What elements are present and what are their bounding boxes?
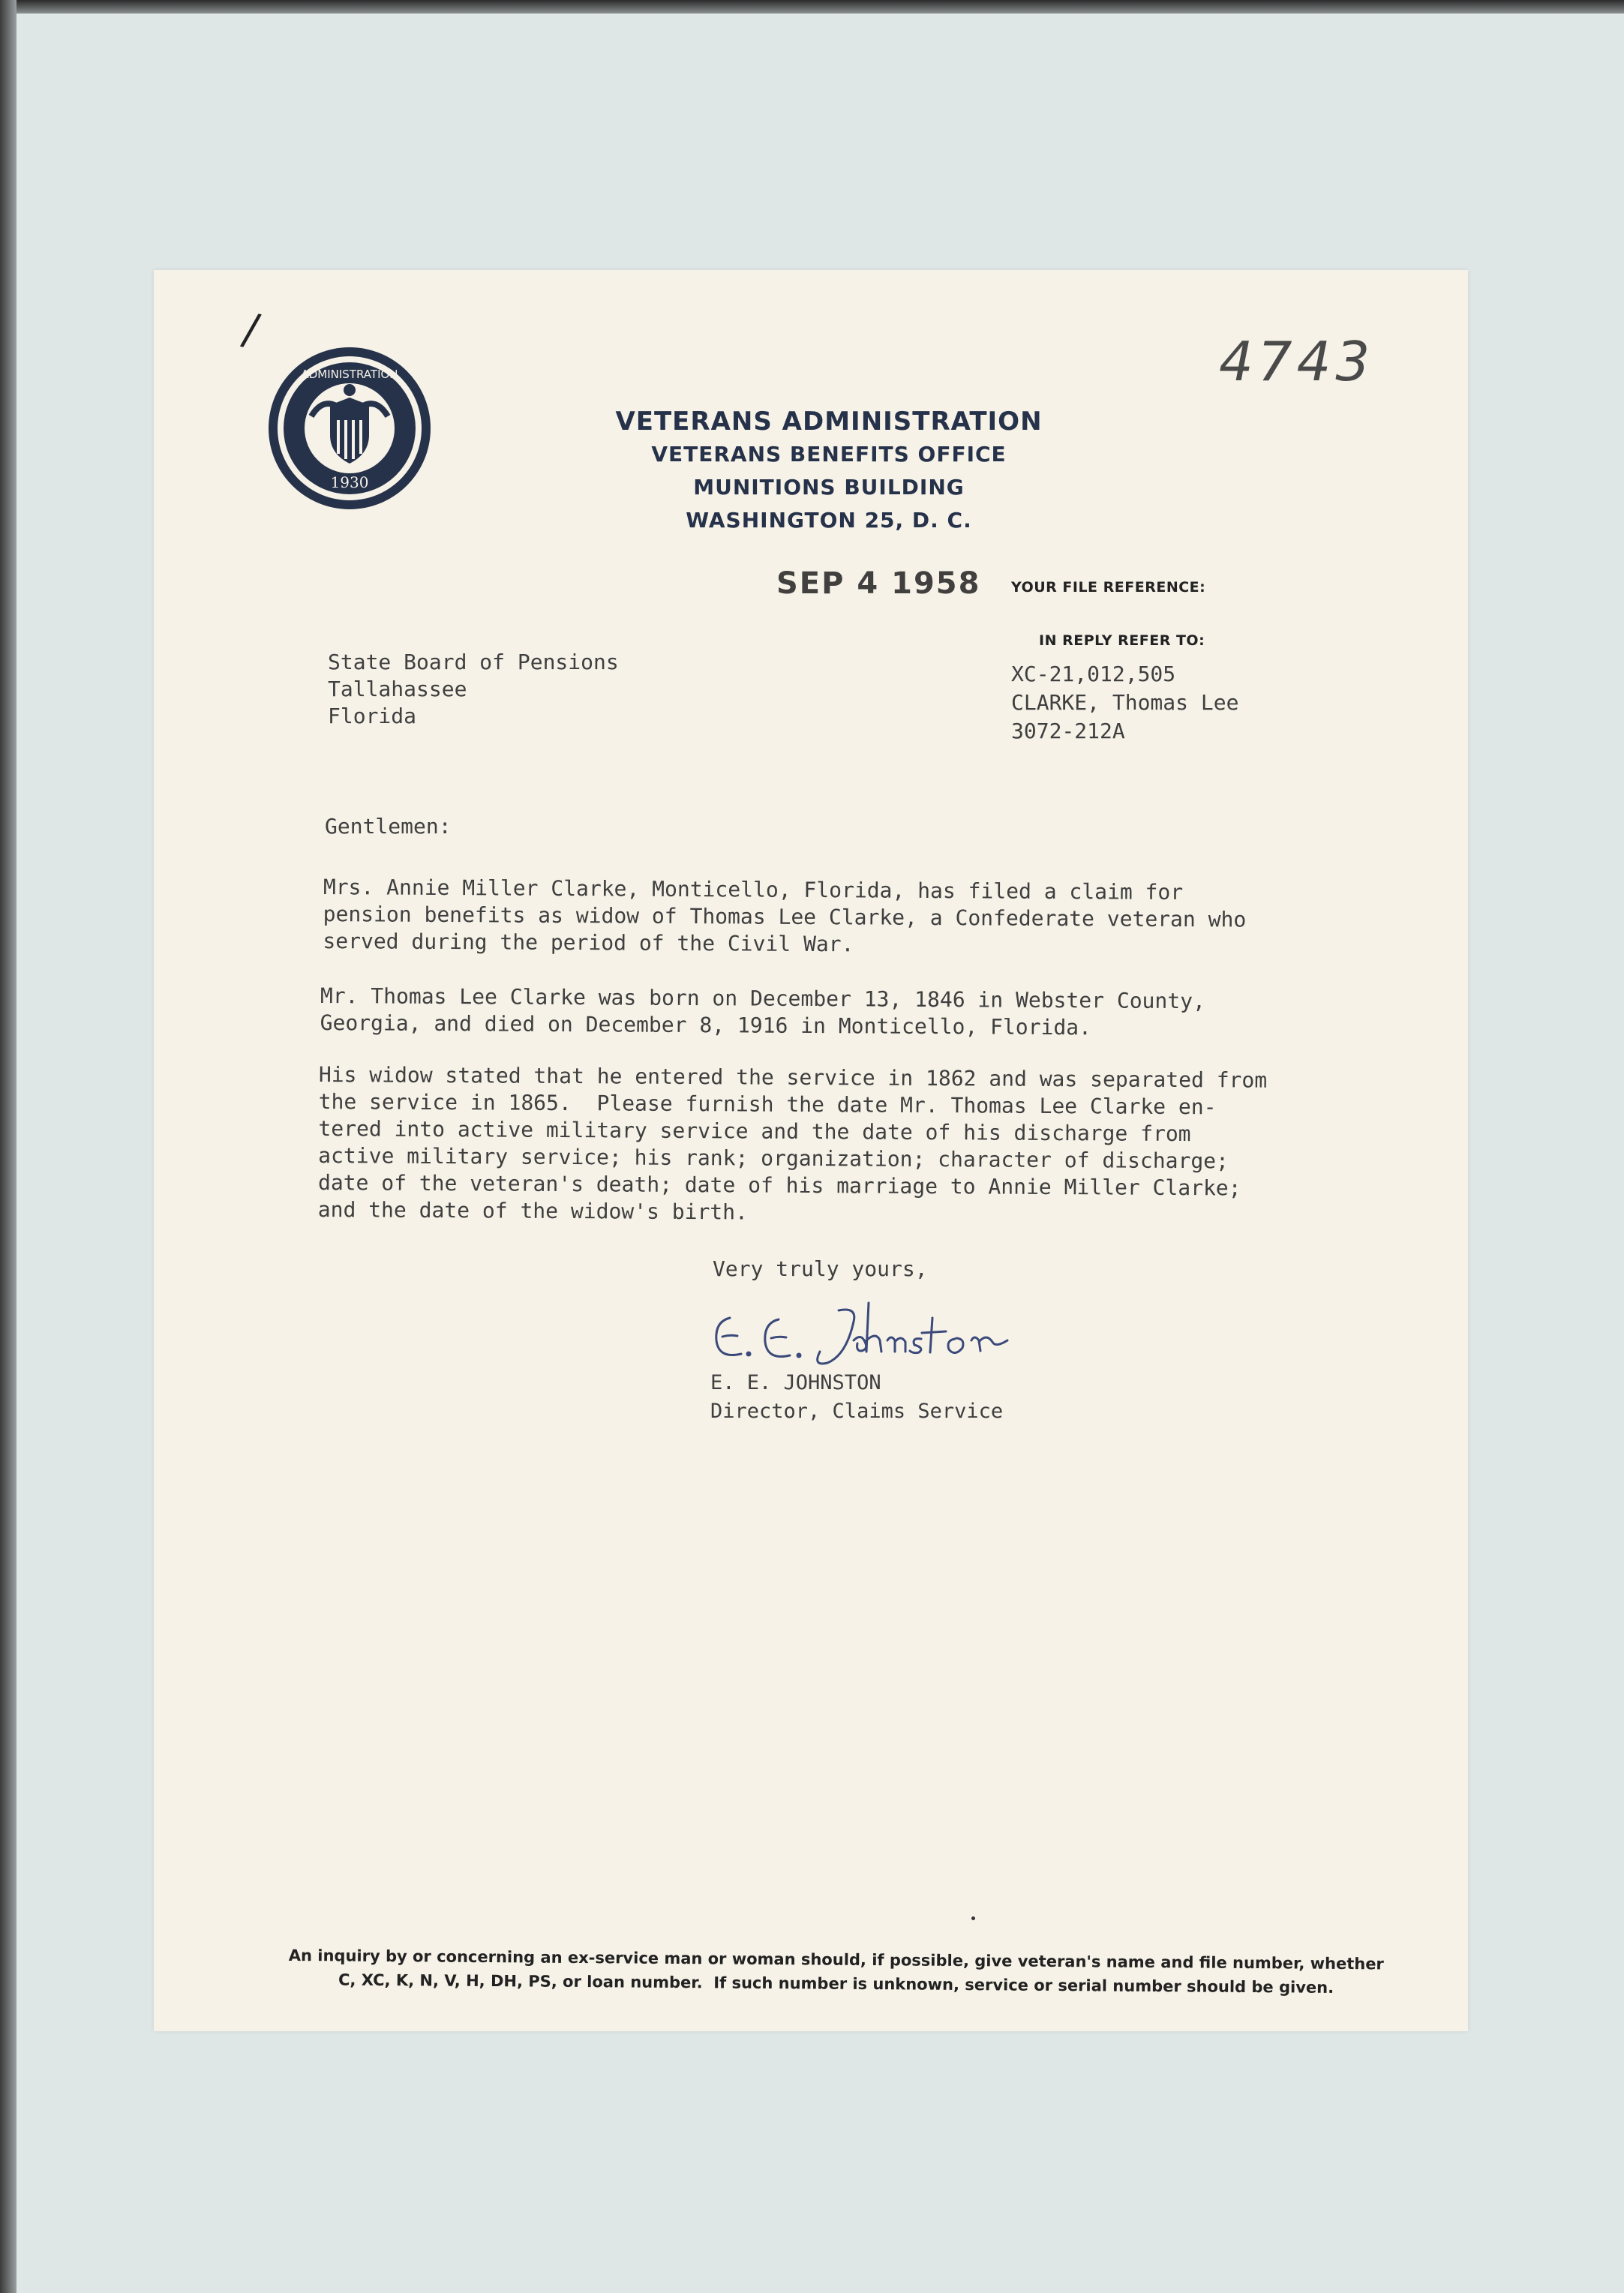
valediction: Very truly yours, <box>713 1256 928 1281</box>
scan-frame-left <box>0 0 17 2293</box>
signer-title: Director, Claims Service <box>710 1400 1004 1423</box>
body-line: Mr. Thomas Lee Clarke was born on December 13, 1846 in Webster County, <box>320 983 1206 1014</box>
footer-line: C, XC, K, N, V, H, DH, PS, or loan number. If such number is unknown, service or serial number should be given. <box>338 1970 1334 1997</box>
handwritten-signature <box>707 1288 1097 1370</box>
body-line: active military service; his rank; organization; character of discharge; <box>318 1142 1229 1174</box>
reference-code: 3072-212A <box>1011 719 1125 743</box>
addressee-block <box>328 649 619 730</box>
reference-claim-number: XC-21,012,505 <box>1011 662 1176 686</box>
body-line: served during the period of the Civil War. <box>323 928 854 957</box>
letterhead-building: MUNITIONS BUILDING <box>693 475 965 500</box>
signer-name: E. E. JOHNSTON <box>710 1371 881 1394</box>
veterans-administration-seal-icon <box>266 345 433 512</box>
signer-block <box>710 1369 1003 1426</box>
body-paragraph-2 <box>320 983 1340 1043</box>
body-line: date of the veteran's death; date of his marriage to Annie Miller Clarke; <box>317 1169 1241 1201</box>
reference-veteran-name: CLARKE, Thomas Lee <box>1011 690 1239 715</box>
body-line: and the date of the widow's birth. <box>317 1196 749 1225</box>
reference-block <box>1011 660 1238 746</box>
letterhead-agency: VETERANS ADMINISTRATION <box>615 407 1043 437</box>
body-line: Mrs. Annie Miller Clarke, Monticello, Florida, has filed a claim for <box>323 875 1184 905</box>
salutation: Gentlemen: <box>325 814 452 839</box>
letterhead <box>574 405 1084 537</box>
svg-text:1930: 1930 <box>330 473 369 491</box>
body-line: Georgia, and died on December 8, 1916 in Monticello, Florida. <box>320 1010 1092 1040</box>
svg-text:ADMINISTRATION: ADMINISTRATION <box>301 368 398 381</box>
body-paragraph-1 <box>323 874 1343 961</box>
paper-speck <box>971 1916 975 1920</box>
letterhead-office: VETERANS BENEFITS OFFICE <box>651 442 1007 467</box>
your-file-reference-label: YOUR FILE REFERENCE: <box>1011 579 1206 596</box>
body-line: pension benefits as widow of Thomas Lee Clarke, a Confederate veteran who <box>323 901 1247 932</box>
scan-frame-top <box>0 0 1624 14</box>
addressee-line: Florida <box>328 704 417 728</box>
handwritten-tick-mark: / <box>239 302 264 356</box>
footer-note <box>198 1943 1473 2000</box>
addressee-line: Tallahassee <box>328 677 467 701</box>
footer-line: An inquiry by or concerning an ex-service man or woman should, if possible, give veteran's name and file number, whether <box>288 1946 1384 1973</box>
reply-refer-label: IN REPLY REFER TO: <box>1039 632 1205 649</box>
body-line: His widow stated that he entered the service in 1862 and was separated from <box>318 1062 1268 1093</box>
letterhead-city: WASHINGTON 25, D. C. <box>686 508 972 533</box>
addressee-line: State Board of Pensions <box>328 650 619 674</box>
body-line: the service in 1865. Please furnish the date Mr. Thomas Lee Clarke en- <box>318 1088 1217 1120</box>
date-stamp: SEP 4 1958 <box>776 566 981 601</box>
body-paragraph-3 <box>318 1061 1339 1229</box>
letter-page <box>154 270 1468 2031</box>
handwritten-file-number: 4743 <box>1219 330 1375 393</box>
body-line: tered into active military service and the date of his discharge from <box>318 1115 1191 1147</box>
